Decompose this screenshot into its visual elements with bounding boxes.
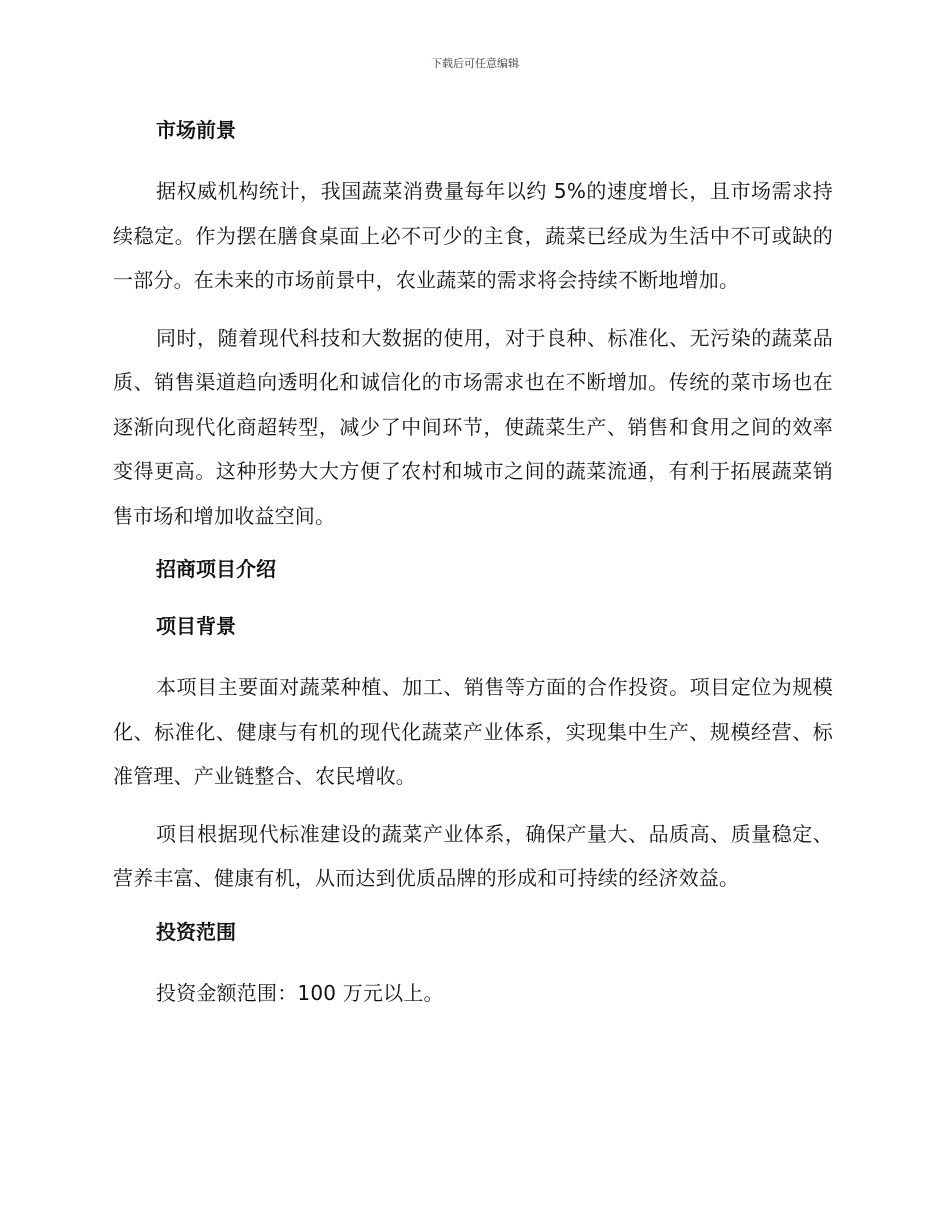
section-title-market: 市场前景 [156, 118, 236, 142]
document-body [113, 112, 833, 1028]
market-paragraph-1: 据权威机构统计，我国蔬菜消费量每年以约 5%的速度增长，且市场需求持续稳定。作为摆在膳食桌面上必不可少的主食，蔬菜已经成为生活中不可或缺的一部分。在未来的市场前景中，农业蔬菜的需求将会持续不断地增加。 [113, 179, 833, 292]
market-paragraph-2: 同时，随着现代科技和大数据的使用，对于良种、标准化、无污染的蔬菜品质、销售渠道趋向透明化和诚信化的市场需求也在不断增加。传统的菜市场也在逐渐向现代化商超转型，减少了中间环节，使蔬菜生产、销售和食用之间的效率变得更高。这种形势大大方便了农村和城市之间的蔬菜流通，有利于拓展蔬菜销售市场和增加收益空间。 [113, 325, 833, 528]
section-title-intro: 招商项目介绍 [156, 557, 276, 581]
page-header-note: 下载后可任意编辑 [431, 57, 519, 70]
section-title-background: 项目背景 [156, 614, 236, 638]
background-paragraph-1: 本项目主要面对蔬菜种植、加工、销售等方面的合作投资。项目定位为规模化、标准化、健康与有机的现代化蔬菜产业体系，实现集中生产、规模经营、标准管理、产业链整合、农民增收。 [113, 675, 833, 788]
scope-paragraph-1: 投资金额范围：100 万元以上。 [156, 980, 444, 1005]
section-title-scope: 投资范围 [156, 919, 236, 944]
background-paragraph-2: 项目根据现代标准建设的蔬菜产业体系，确保产量大、品质高、质量稳定、营养丰富、健康有机，从而达到优质品牌的形成和可持续的经济效益。 [113, 821, 833, 890]
